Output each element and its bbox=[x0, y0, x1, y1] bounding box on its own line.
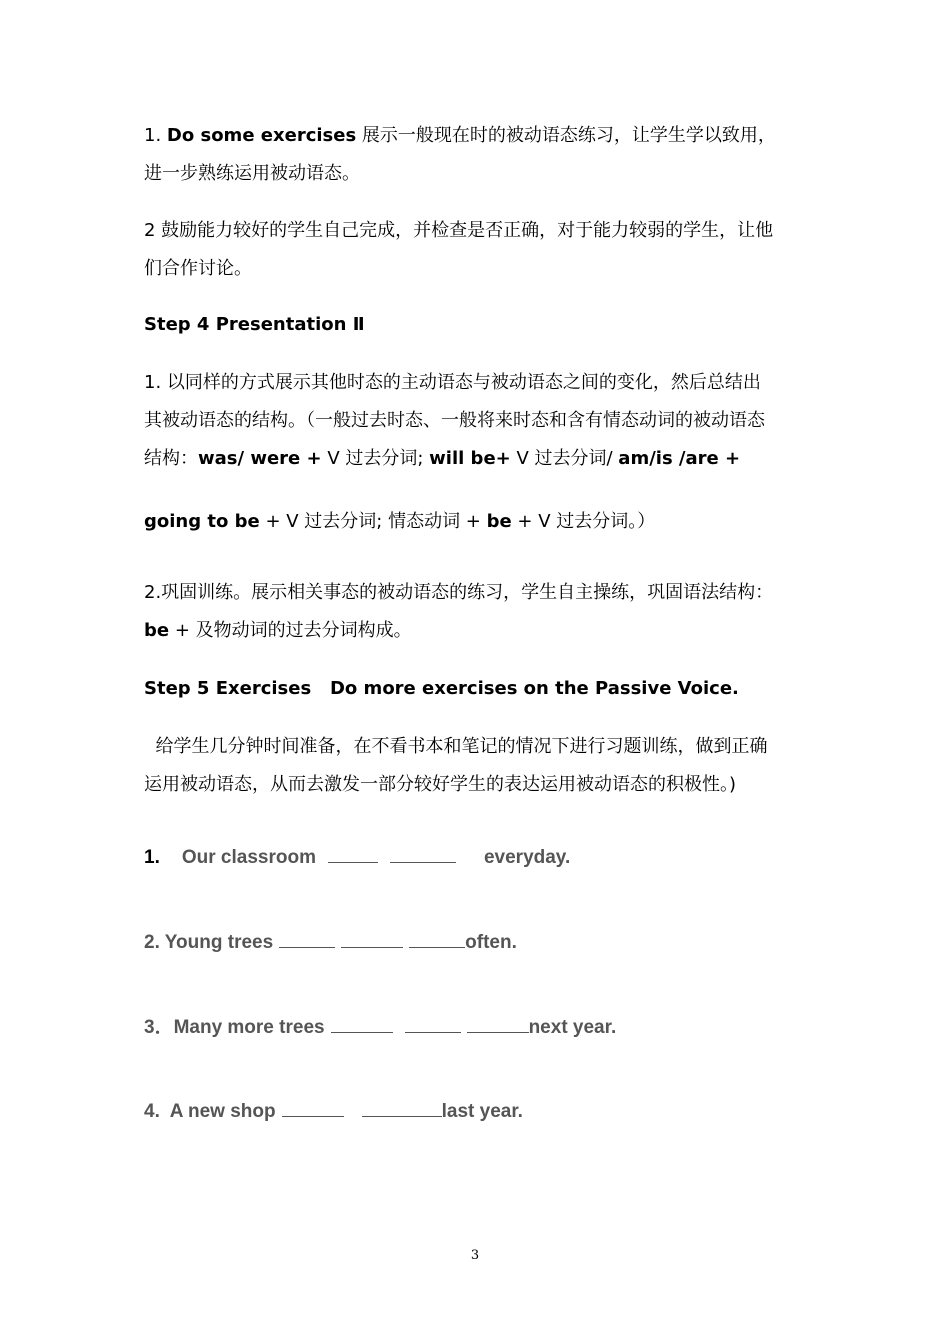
text: 结构： bbox=[144, 448, 198, 469]
bold-phrase: going to be bbox=[144, 511, 260, 532]
answer-blank[interactable] bbox=[467, 1014, 529, 1033]
text: + 及物动词的过去分词构成。 bbox=[169, 620, 412, 641]
exercise-text: 2. Young trees bbox=[144, 932, 274, 953]
paragraph-2-line-1: 2 鼓励能力较好的学生自己完成，并检查是否正确，对于能力较弱的学生，让他 bbox=[144, 220, 774, 241]
paragraph-1-line-1 bbox=[144, 124, 776, 148]
exercise-text: everyday. bbox=[483, 847, 571, 868]
bold-phrase: was/ were + bbox=[198, 448, 322, 469]
paragraph-text: 展示一般现在时的被动语态练习，让学生学以致用， bbox=[356, 125, 776, 146]
text: V 过去分词/ bbox=[510, 448, 619, 469]
item-number: 1. bbox=[144, 125, 167, 146]
answer-blank[interactable] bbox=[328, 844, 378, 863]
paragraph-3-line-1: 1. 以同样的方式展示其他时态的主动语态与被动语态之间的变化，然后总结出 bbox=[144, 372, 761, 393]
answer-blank[interactable] bbox=[341, 929, 403, 948]
paragraph-2-line-2: 们合作讨论。 bbox=[144, 258, 252, 279]
answer-blank[interactable] bbox=[331, 1014, 393, 1033]
bold-phrase: will be+ bbox=[429, 448, 511, 469]
paragraph-4-line-1: 2.巩固训练。展示相关事态的被动语态的练习，学生自主操练，巩固语法结构： bbox=[144, 582, 774, 603]
text: + V 过去分词; 情态动词 + bbox=[259, 511, 487, 532]
answer-blank[interactable] bbox=[362, 1098, 442, 1117]
step-5-heading: Step 5 Exercises Do more exercises on the Passive Voice. bbox=[144, 678, 739, 699]
exercise-text: 3．Many more trees bbox=[144, 1017, 325, 1038]
exercise-text: next year. bbox=[528, 1017, 617, 1038]
exercise-number: 1. bbox=[144, 847, 160, 868]
exercise-4 bbox=[144, 1098, 523, 1124]
paragraph-4-line-2 bbox=[144, 619, 412, 643]
page-number: 3 bbox=[470, 1248, 480, 1263]
bold-phrase: be bbox=[486, 511, 512, 532]
bold-phrase: Do some exercises bbox=[166, 125, 357, 146]
paragraph-3-line-3 bbox=[144, 447, 740, 471]
answer-blank[interactable] bbox=[409, 929, 465, 948]
answer-blank[interactable] bbox=[390, 844, 456, 863]
answer-blank[interactable] bbox=[279, 929, 335, 948]
text: + V 过去分词。） bbox=[511, 511, 656, 532]
paragraph-3-line-4 bbox=[144, 510, 655, 534]
exercise-text: 4. A new shop bbox=[144, 1101, 276, 1122]
exercise-1 bbox=[144, 844, 570, 870]
paragraph-5-line-1: 给学生几分钟时间准备，在不看书本和笔记的情况下进行习题训练，做到正确 bbox=[144, 736, 768, 757]
exercise-3 bbox=[144, 1014, 616, 1040]
paragraph-5-line-2: 运用被动语态，从而去激发一部分较好学生的表达运用被动语态的积极性。) bbox=[144, 774, 737, 795]
exercise-text: last year. bbox=[441, 1101, 523, 1122]
paragraph-3-line-2: 其被动语态的结构。（一般过去时态、一般将来时态和含有情态动词的被动语态 bbox=[144, 410, 765, 431]
step-4-heading: Step 4 Presentation Ⅱ bbox=[144, 314, 365, 335]
answer-blank[interactable] bbox=[405, 1014, 461, 1033]
text: V 过去分词; bbox=[321, 448, 430, 469]
exercise-2 bbox=[144, 929, 517, 955]
answer-blank[interactable] bbox=[282, 1098, 344, 1117]
bold-phrase: am/is /are + bbox=[618, 448, 741, 469]
exercise-text: Our classroom bbox=[181, 847, 316, 868]
bold-phrase: be bbox=[144, 620, 170, 641]
paragraph-1-line-2: 进一步熟练运用被动语态。 bbox=[144, 163, 360, 184]
exercise-text: often. bbox=[465, 932, 517, 953]
